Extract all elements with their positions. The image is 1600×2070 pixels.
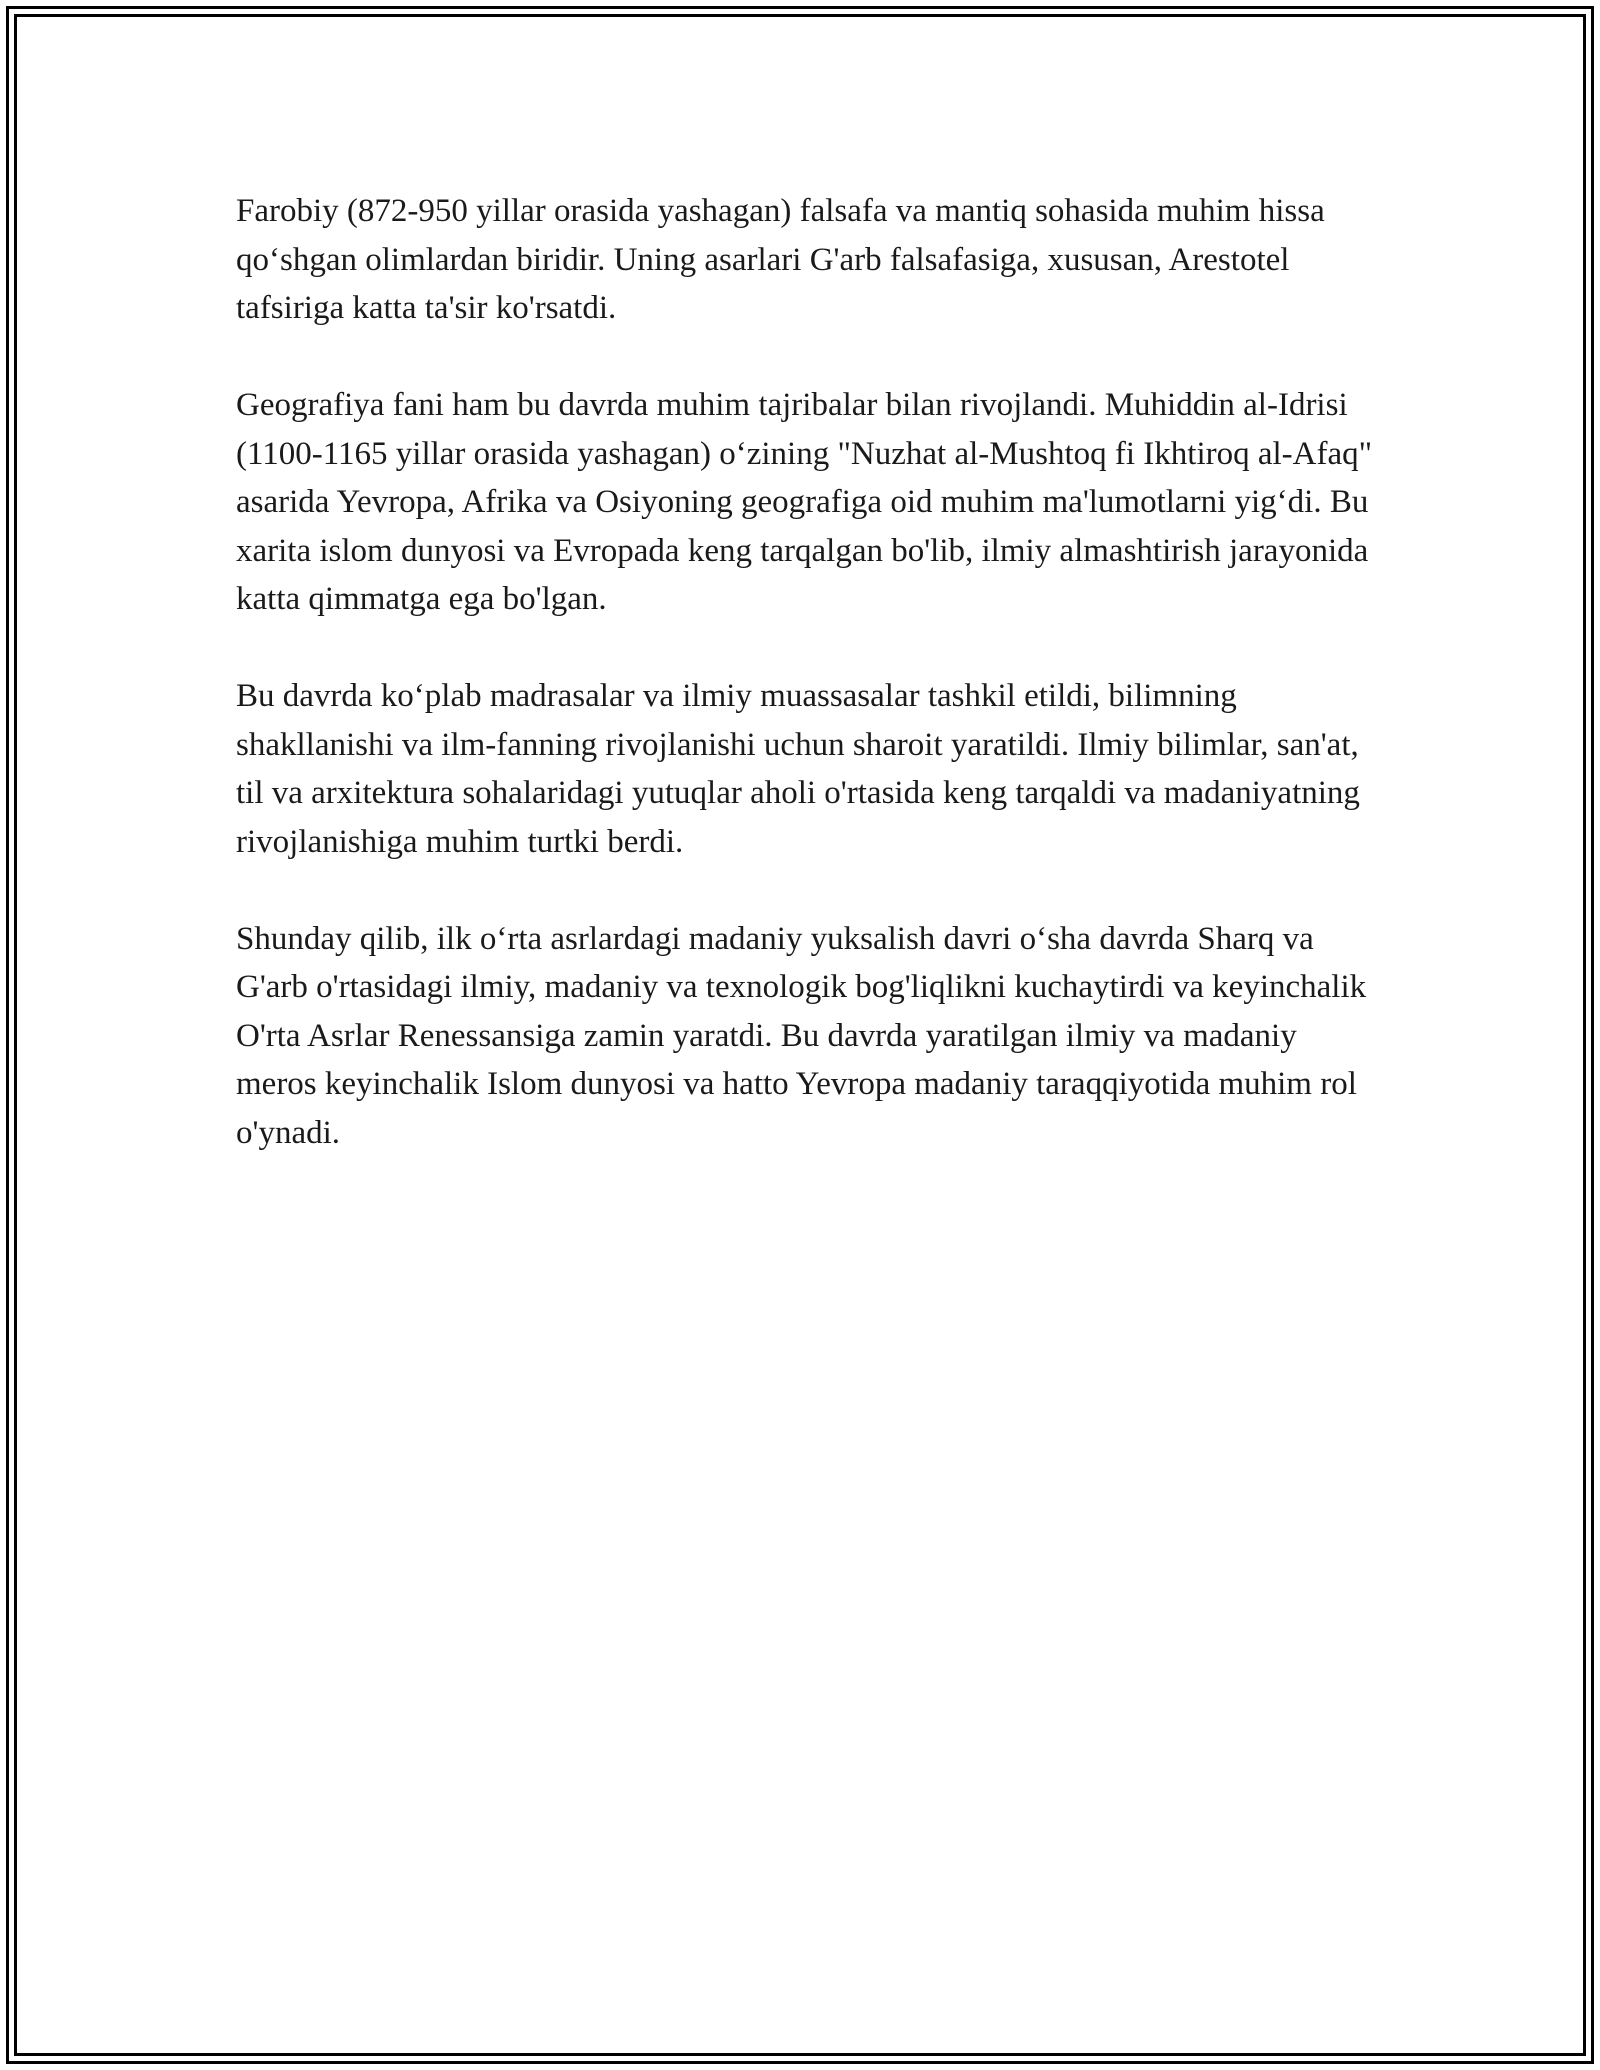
paragraph-farobiy: Farobiy (872-950 yillar orasida yashagan) falsafa va mantiq sohasida muhim hissa qo‘shgan olimlardan biridir. Uning asarlari G'arb falsafasiga, xususan, Arestotel tafsiriga katta ta'sir ko'rsatdi. (236, 193, 1325, 326)
paragraph-madrasalar: Bu davrda ko‘plab madrasalar va ilmiy muassasalar tashkil etildi, bilimning shakllanishi va ilm-fanning rivojlanishi uchun sharoit yaratildi. Ilmiy bilimlar, san'at, til va arxitektura sohalaridagi yutuqlar aholi o'rtasida keng tarqaldi va madaniyatning rivojlanishiga muhim turtki berdi. (236, 678, 1360, 860)
document-body (236, 187, 1376, 1157)
paragraph-geografiya: Geografiya fani ham bu davrda muhim tajribalar bilan rivojlandi. Muhiddin al-Idrisi (1100-1165 yillar orasida yashagan) o‘zining "Nuzhat al-Mushtoq fi Ikhtiroq al-Afaq" asarida Yevropa, Afrika va Osiyoning geografiga oid muhim ma'lumotlarni yig‘di. Bu xarita islom dunyosi va Evropada keng tarqalgan bo'lib, ilmiy almashtirish jarayonida katta qimmatga ega bo'lgan. (236, 387, 1373, 617)
paragraph-xulosa: Shunday qilib, ilk o‘rta asrlardagi madaniy yuksalish davri o‘sha davrda Sharq va G'arb o'rtasidagi ilmiy, madaniy va texnologik bog'liqlikni kuchaytirdi va keyinchalik O'rta Asrlar Renessansiga zamin yaratdi. Bu davrda yaratilgan ilmiy va madaniy meros keyinchalik Islom dunyosi va hatto Yevropa madaniy taraqqiyotida muhim rol o'ynadi. (236, 920, 1367, 1151)
